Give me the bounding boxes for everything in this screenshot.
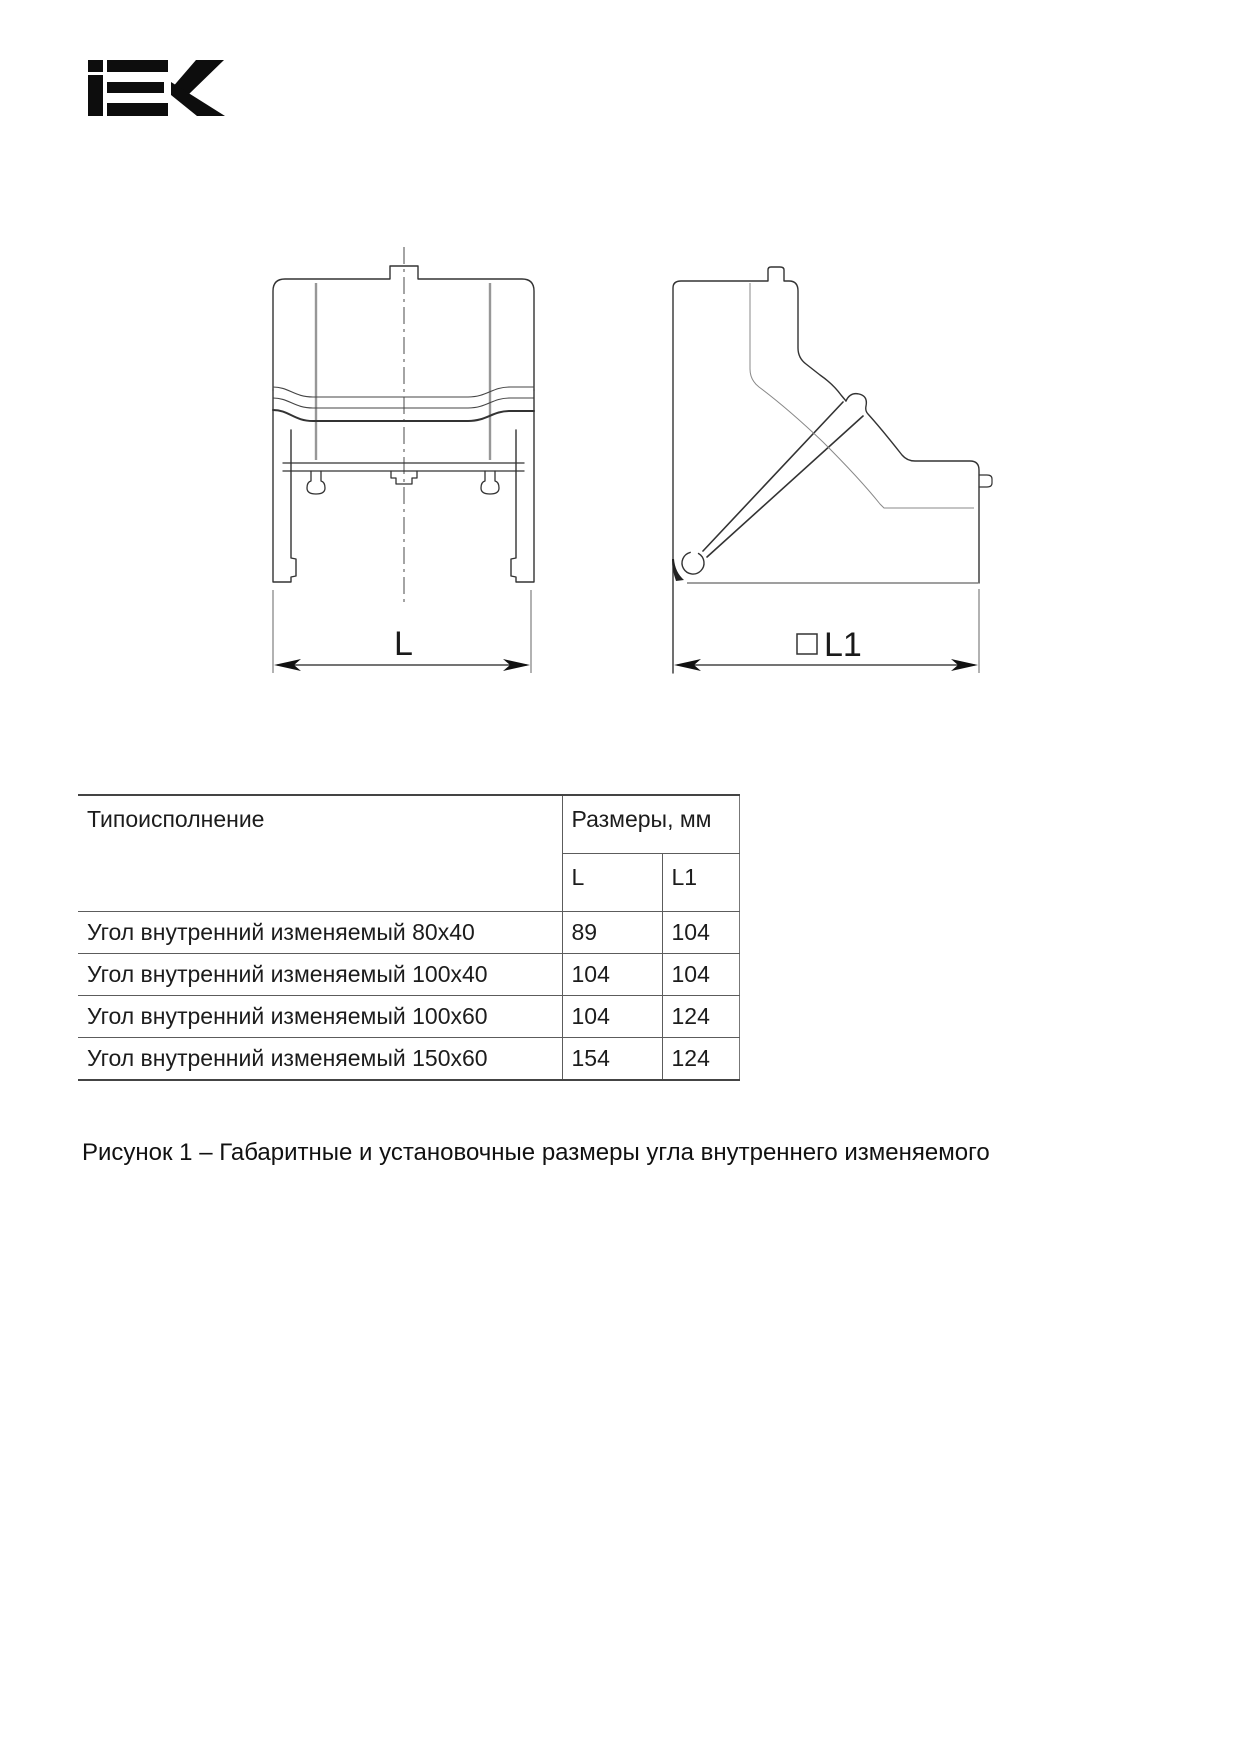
side-view-outline bbox=[672, 267, 992, 673]
cell-l: 154 bbox=[562, 1038, 662, 1081]
guide-lines bbox=[316, 283, 490, 460]
table-header-row bbox=[78, 795, 739, 854]
col-header-l: L bbox=[562, 854, 662, 912]
dimension-L bbox=[273, 590, 531, 673]
cell-l1: 124 bbox=[662, 1038, 739, 1081]
front-view-drawing bbox=[240, 230, 570, 695]
table-row bbox=[78, 996, 739, 1038]
dimension-L1-label: L1 bbox=[824, 626, 862, 664]
table-row bbox=[78, 954, 739, 996]
cell-l: 104 bbox=[562, 996, 662, 1038]
square-profile-icon bbox=[797, 634, 817, 654]
iek-logo-glyphs bbox=[88, 60, 225, 116]
cell-l: 89 bbox=[562, 912, 662, 954]
cell-l1: 124 bbox=[662, 996, 739, 1038]
cell-type: Угол внутренний изменяемый 150х60 bbox=[78, 1038, 562, 1081]
col-header-dims: Размеры, мм bbox=[562, 795, 739, 854]
table-row bbox=[78, 1038, 739, 1081]
iek-logo bbox=[85, 58, 235, 118]
col-header-type: Типоисполнение bbox=[78, 795, 562, 912]
table-row bbox=[78, 912, 739, 954]
col-header-l1: L1 bbox=[662, 854, 739, 912]
dimension-L-label: L bbox=[394, 625, 413, 663]
cell-l1: 104 bbox=[662, 954, 739, 996]
cell-type: Угол внутренний изменяемый 100х60 bbox=[78, 996, 562, 1038]
spec-table bbox=[78, 794, 740, 1081]
figure-caption: Рисунок 1 – Габаритные и установочные размеры угла внутреннего изменяемого bbox=[82, 1139, 990, 1166]
side-view-drawing bbox=[600, 230, 1020, 695]
cell-type: Угол внутренний изменяемый 100х40 bbox=[78, 954, 562, 996]
dimension-L1 bbox=[674, 589, 979, 673]
cell-type: Угол внутренний изменяемый 80х40 bbox=[78, 912, 562, 954]
cell-l1: 104 bbox=[662, 912, 739, 954]
cell-l: 104 bbox=[562, 954, 662, 996]
